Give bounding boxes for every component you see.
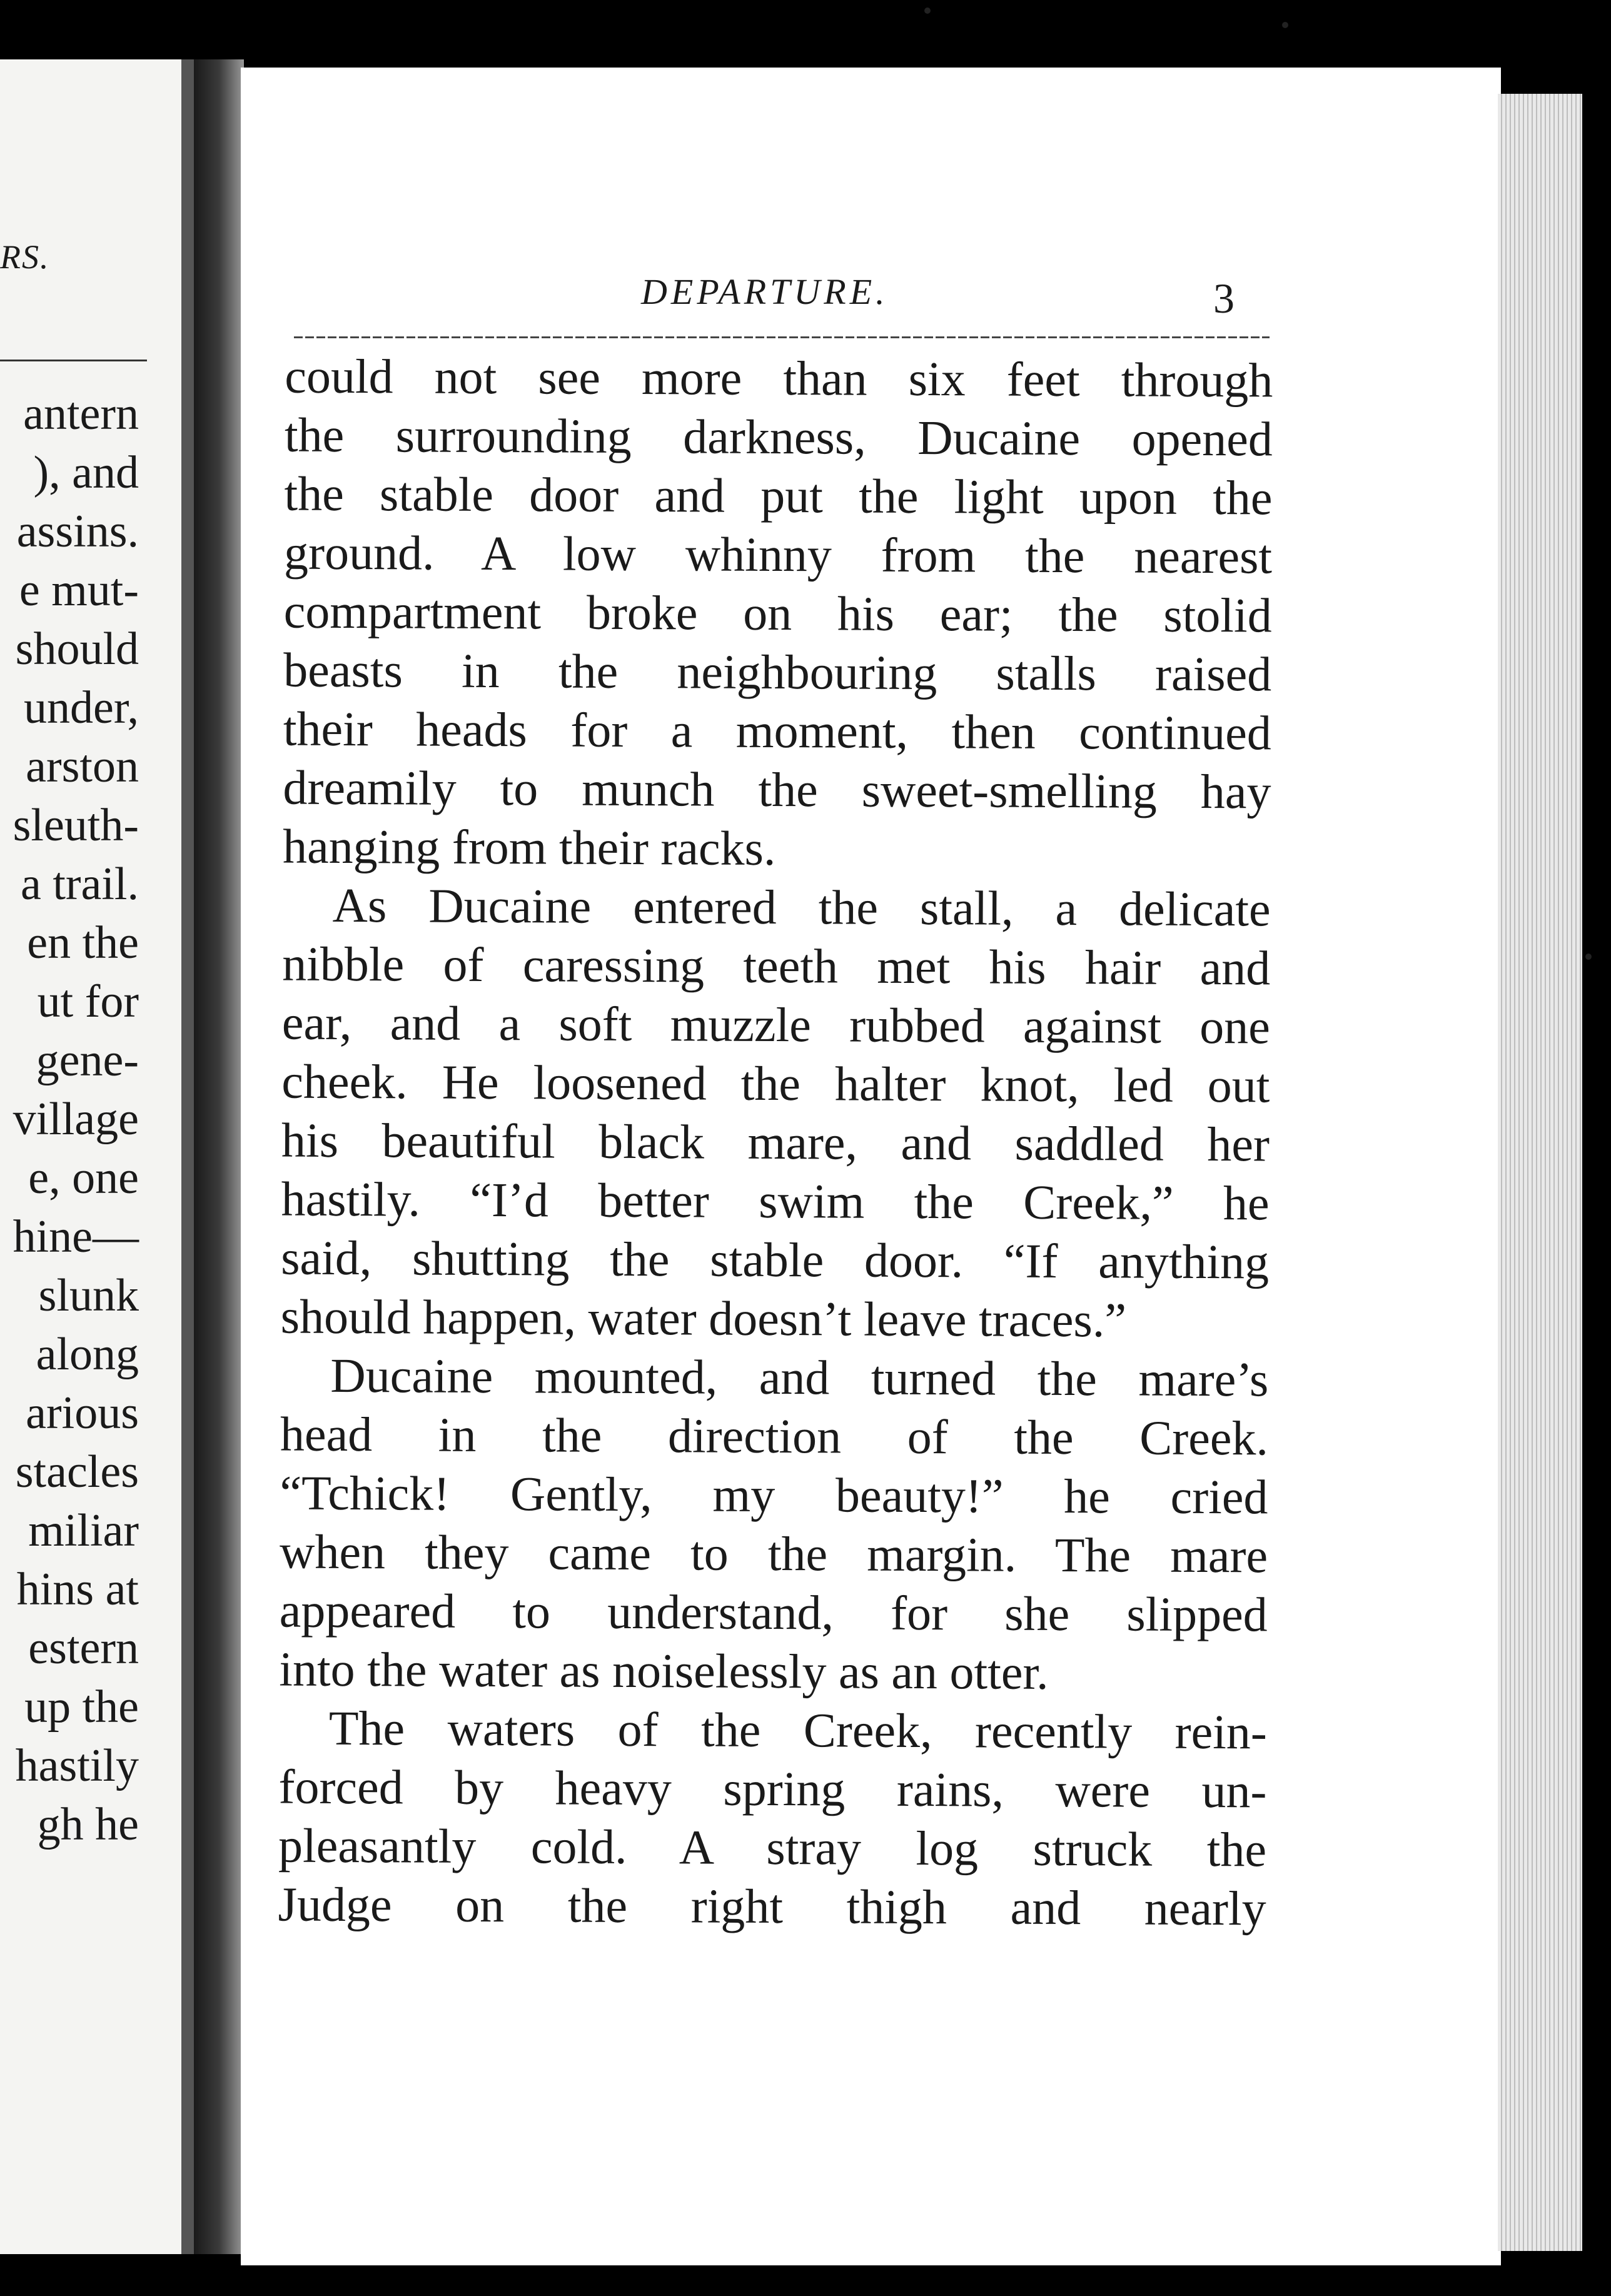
text-line: As Ducaine entered the stall, a delicate (332, 877, 1271, 937)
text-line: compartment broke on his ear; the stolid (283, 583, 1272, 643)
left-page-line: arious (26, 1387, 139, 1439)
left-page-line: miliar (28, 1505, 139, 1556)
left-page-line: should (15, 623, 139, 675)
text-line: should happen, water doesn’t leave traces.” (280, 1289, 1127, 1347)
running-head: DEPARTURE. (641, 271, 889, 312)
right-page (241, 68, 1501, 2265)
text-line: pleasantly cold. A stray log struck the (278, 1818, 1267, 1877)
text-line: the surrounding darkness, Ducaine opened (284, 407, 1273, 466)
text-line: into the water as noiselessly as an otter. (279, 1641, 1049, 1699)
text-line: ground. A low whinny from the nearest (283, 525, 1273, 584)
text-line: appeared to understand, for she slipped (279, 1583, 1268, 1642)
left-page-line: stacles (15, 1446, 139, 1498)
text-line: Judge on the right thigh and nearly (278, 1876, 1266, 1936)
left-page-line: arston (26, 741, 139, 792)
left-page-line: village (13, 1094, 139, 1145)
text-line: cheek. He loosened the halter knot, led out (281, 1054, 1270, 1113)
left-page-rule (0, 360, 147, 361)
left-page-line: sleuth- (13, 800, 139, 851)
text-line: “Tchick! Gently, my beauty!” he cried (280, 1465, 1268, 1524)
left-page-line: under, (23, 682, 139, 733)
left-page (0, 59, 194, 2254)
text-line: ear, and a soft muzzle rubbed against one (281, 995, 1271, 1054)
left-page-running-head: RS. (0, 238, 50, 276)
text-line: nibble of caressing teeth met his hair and (282, 936, 1271, 995)
scan-speck (1282, 22, 1288, 28)
text-line: the stable door and put the light upon the (284, 466, 1273, 525)
scan-speck (1585, 954, 1592, 960)
left-page-line: ), and (33, 447, 139, 498)
page-edges (1498, 94, 1582, 2251)
left-page-line: a trail. (20, 858, 139, 910)
left-page-line: e mut- (19, 565, 139, 616)
left-page-line: gh he (37, 1799, 139, 1850)
text-line: could not see more than six feet through (285, 348, 1273, 408)
text-line: when they came to the margin. The mare (279, 1524, 1268, 1583)
header-rule (294, 336, 1270, 338)
page-number: 3 (1213, 274, 1235, 322)
left-page-line: antern (23, 388, 139, 440)
left-page-line: hins at (16, 1564, 139, 1615)
book-spine (194, 59, 244, 2254)
left-page-line: estern (28, 1623, 139, 1674)
text-line: hastily. “I’d better swim the Creek,” he (281, 1171, 1270, 1231)
left-page-line: hine— (13, 1211, 139, 1262)
text-line: head in the direction of the Creek. (280, 1406, 1269, 1466)
scan-speck (924, 8, 931, 14)
text-line: dreamily to munch the sweet-smelling hay (283, 760, 1271, 819)
text-line: Ducaine mounted, and turned the mare’s (330, 1347, 1269, 1407)
left-page-line: along (36, 1329, 139, 1380)
left-page-line: up the (24, 1681, 139, 1733)
text-line: hanging from their racks. (282, 818, 776, 875)
text-line: said, shutting the stable door. “If anything (280, 1230, 1270, 1289)
text-line: forced by heavy spring rains, were un- (278, 1759, 1267, 1818)
left-page-line: slunk (38, 1270, 139, 1321)
left-page-text (13, 385, 139, 1854)
left-page-line: en the (27, 917, 139, 969)
left-page-line: assins. (16, 506, 139, 557)
text-line: his beautiful black mare, and saddled her (281, 1112, 1270, 1172)
body-text (278, 347, 1273, 1938)
text-line: beasts in the neighbouring stalls raised (283, 642, 1272, 702)
left-page-line: e, one (28, 1152, 139, 1204)
text-line: The waters of the Creek, recently rein- (328, 1700, 1268, 1760)
left-page-line: gene- (36, 1035, 139, 1086)
left-page-line: ut for (37, 976, 139, 1027)
text-line: their heads for a moment, then continued (283, 701, 1272, 760)
left-page-line: hastily (15, 1740, 139, 1791)
